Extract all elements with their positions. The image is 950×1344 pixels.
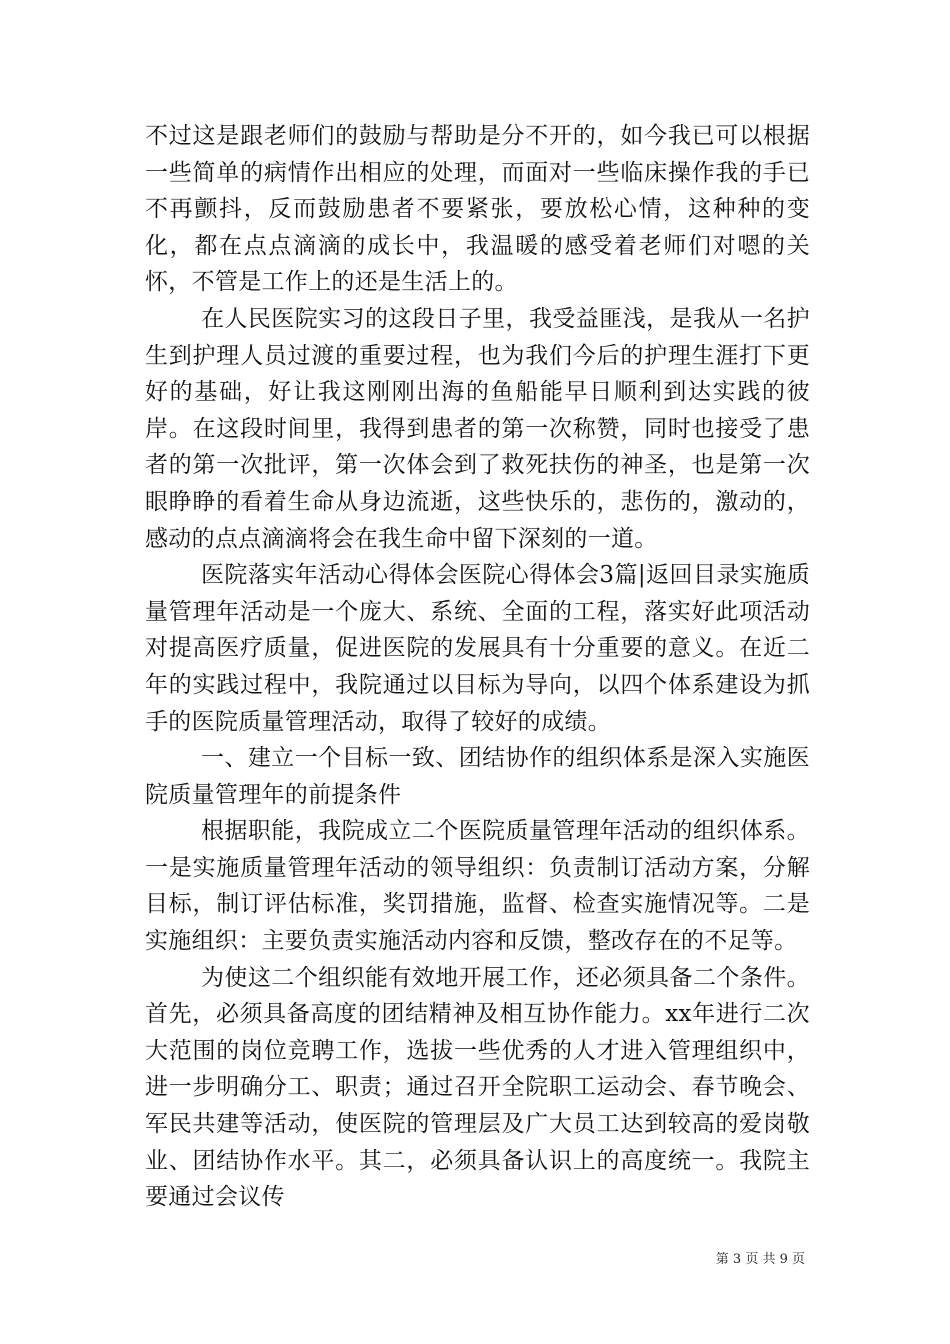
- paragraph-quality-management-intro: 医院落实年活动心得体会医院心得体会3篇|返回目录实施质量管理年活动是一个庞大、系统、全面的工程，落实好此项活动对提高医疗质量，促进医院的发展具有十分重要的意义。在近二年的实践过程中，我院通过以目标为导向，以四个体系建设为抓手的医院质量管理活动，取得了较好的成绩。: [145, 562, 810, 735]
- paragraph-continuation: 不过这是跟老师们的鼓励与帮助是分不开的，如今我已可以根据一些简单的病情作出相应的处理，而面对一些临床操作我的手已不再颤抖，反而鼓励患者不要紧张，要放松心情，这种种的变化，都在点点滴滴的成长中，我温暖的感受着老师们对嗯的关怀，不管是工作上的还是生活上的。: [145, 123, 810, 296]
- document-body: [145, 118, 810, 1216]
- section-heading-organization-system: 一、建立一个目标一致、团结协作的组织体系是深入实施医院质量管理年的前提条件: [145, 745, 810, 808]
- paragraph-organization-system: 根据职能，我院成立二个医院质量管理年活动的组织体系。一是实施质量管理年活动的领导组织：负责制订活动方案，分解目标，制订评估标准，奖罚措施，监督、检查实施情况等。二是实施组织：主要负责实施活动内容和反馈，整改存在的不足等。: [145, 818, 810, 955]
- paragraph-conditions: 为使这二个组织能有效地开展工作，还必须具备二个条件。首先，必须具备高度的团结精神及相互协作能力。xx年进行二次大范围的岗位竞聘工作，选拔一些优秀的人才进入管理组织中，进一步明确分工、职责；通过召开全院职工运动会、春节晚会、军民共建等活动，使医院的管理层及广大员工达到较高的爱岗敬业、团结协作水平。其二，必须具备认识上的高度统一。我院主要通过会议传: [145, 964, 810, 1211]
- paragraph-internship-reflection: 在人民医院实习的这段日子里，我受益匪浅，是我从一名护生到护理人员过渡的重要过程，也为我们今后的护理生涯打下更好的基础，好让我这刚刚出海的鱼船能早日顺利到达实践的彼岸。在这段时间里，我得到患者的第一次称赞，同时也接受了患者的第一次批评，第一次体会到了救死扶伤的神圣，也是第一次眼睁睁的看着生命从身边流逝，这些快乐的，悲伤的，激动的，感动的点点滴滴将会在我生命中留下深刻的一道。: [145, 305, 810, 552]
- page-number: 第 3 页 共 9 页: [715, 1252, 805, 1267]
